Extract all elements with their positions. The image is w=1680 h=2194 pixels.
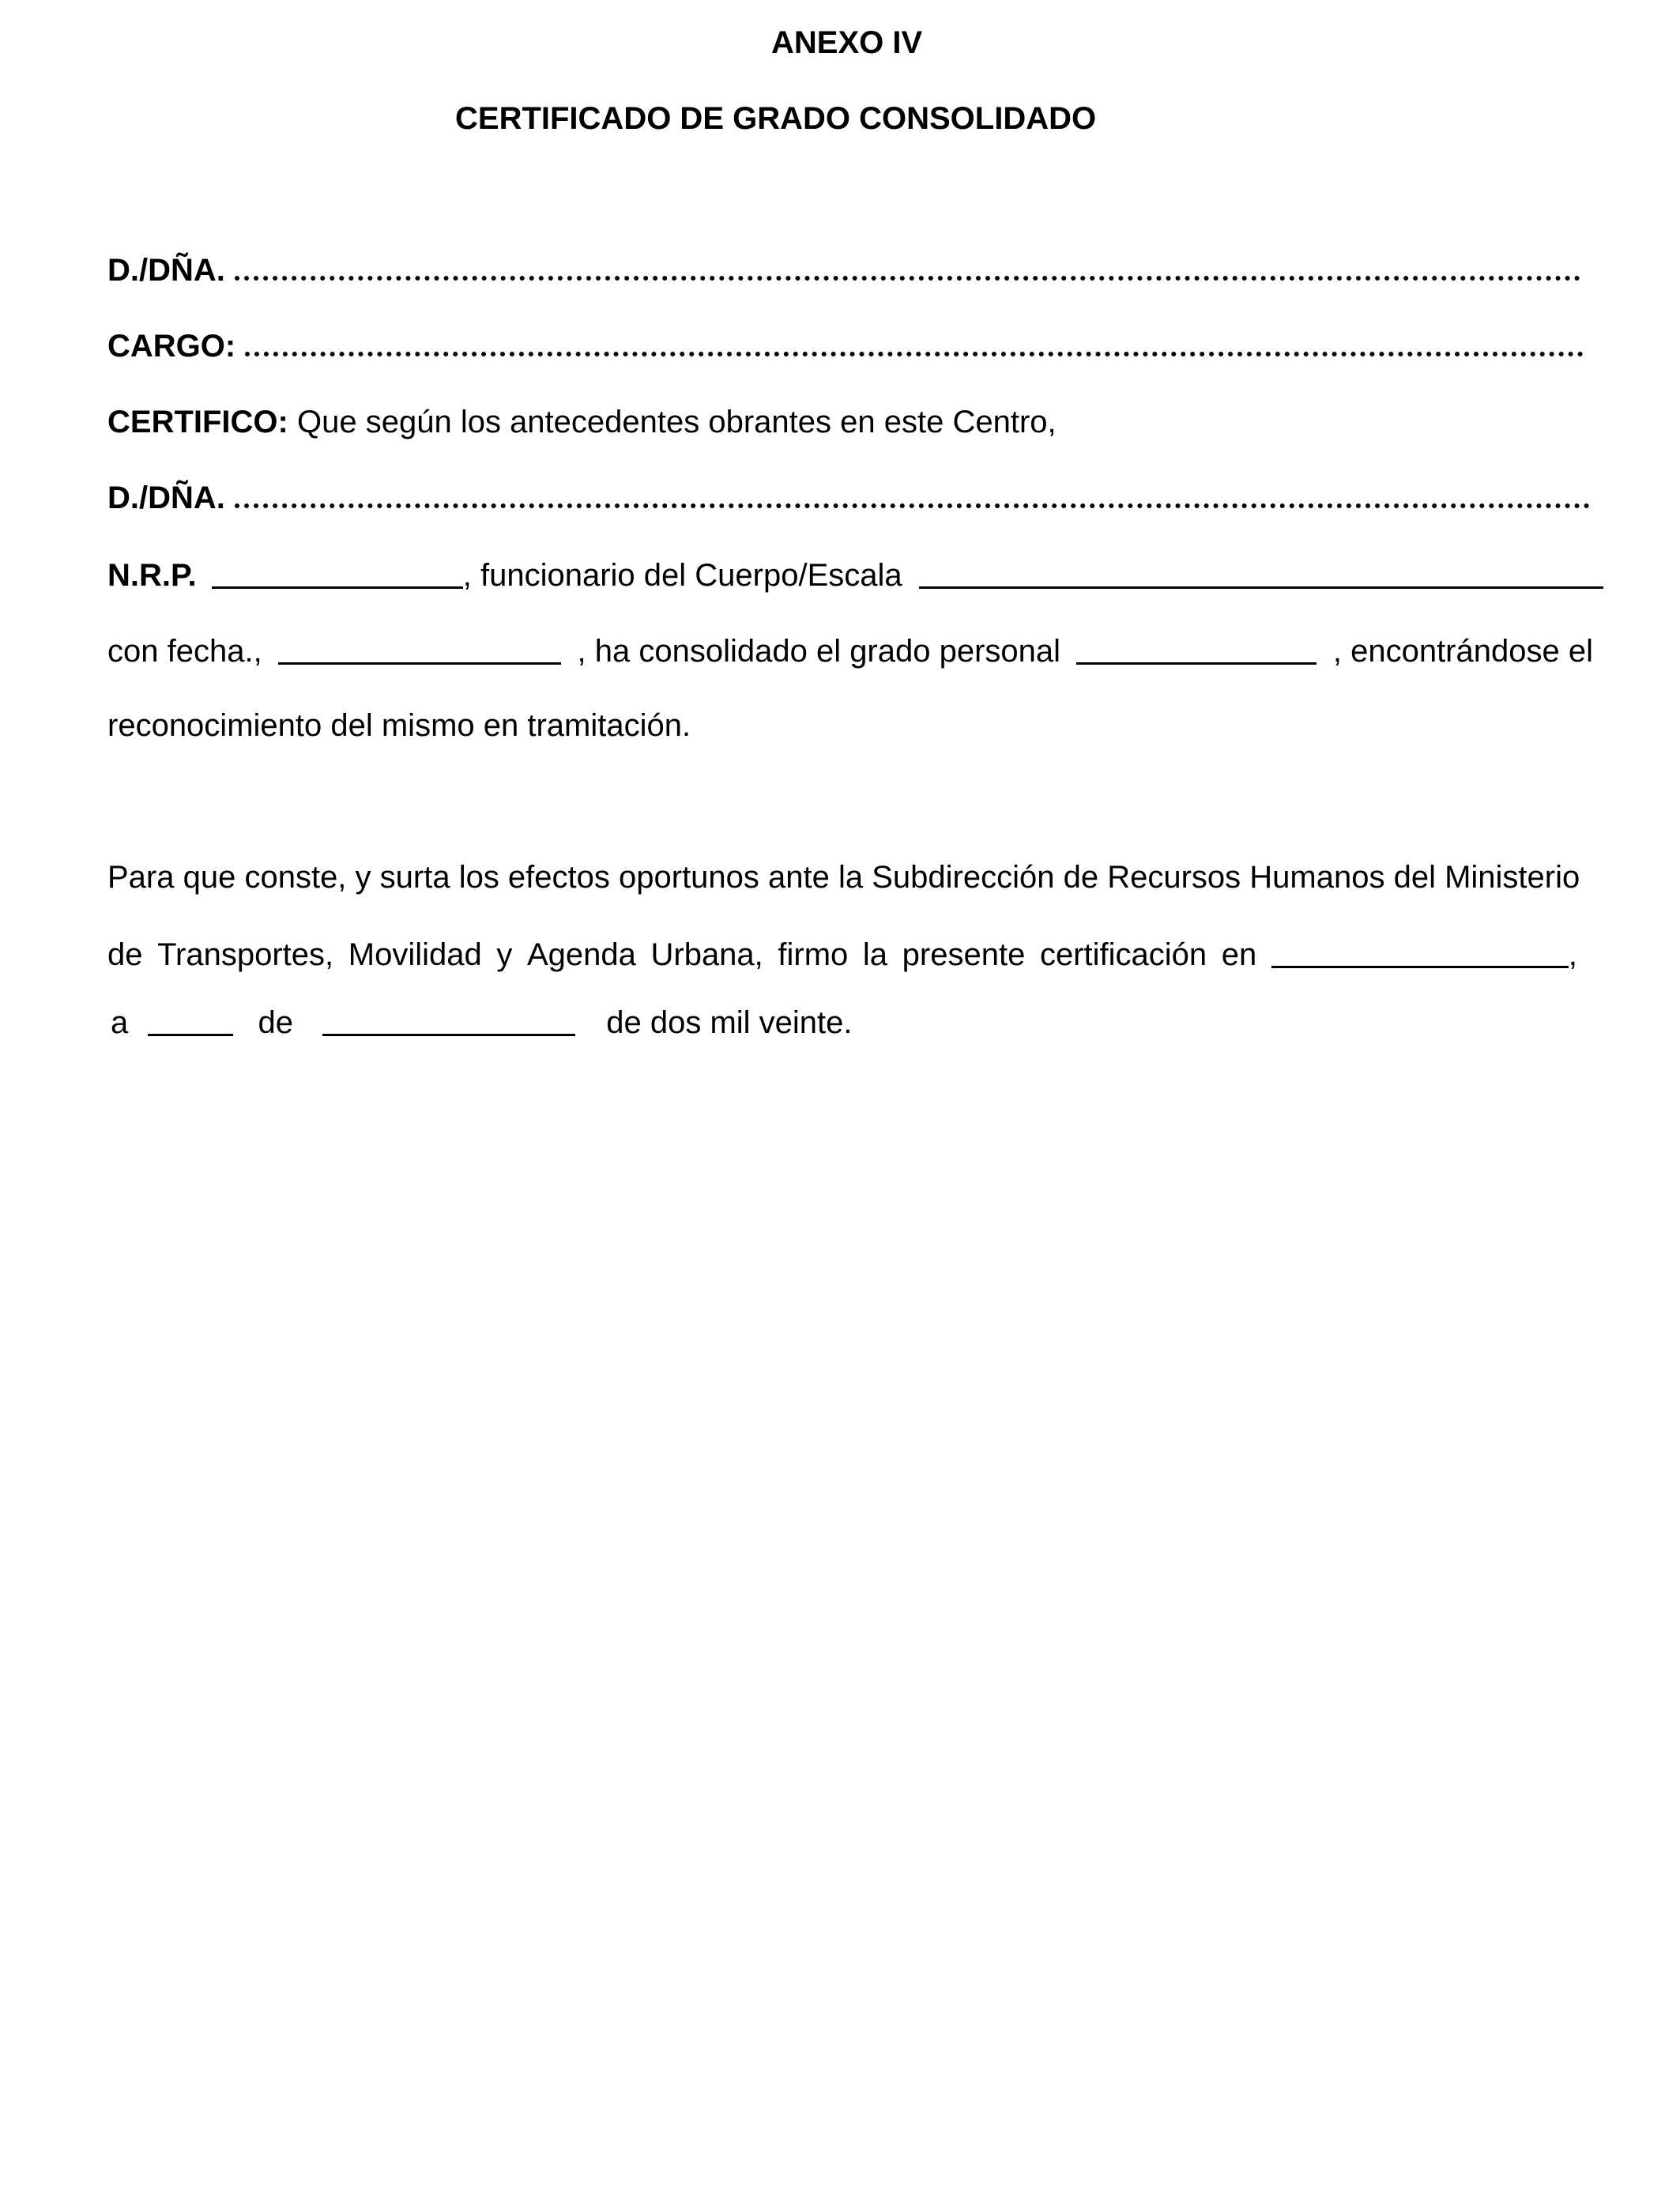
transportes-word: Transportes, bbox=[157, 937, 334, 972]
certifico-text: Que según los antecedentes obrantes en este Centro, bbox=[297, 405, 1057, 439]
name-field-row bbox=[107, 251, 1580, 289]
name2-dotted-fill[interactable] bbox=[235, 497, 1590, 508]
nrp-blank[interactable] bbox=[212, 558, 463, 589]
annex-heading: ANEXO IV bbox=[771, 25, 923, 60]
date-row bbox=[111, 1002, 1596, 1042]
cargo-field-row bbox=[107, 327, 1584, 365]
transportes-word: en bbox=[1221, 937, 1257, 972]
transportes-word: Urbana, bbox=[650, 937, 763, 972]
nrp-row bbox=[107, 555, 1593, 594]
transportes-word: Agenda bbox=[526, 937, 636, 972]
document-title: CERTIFICADO DE GRADO CONSOLIDADO bbox=[455, 101, 1097, 136]
para-que-conste-row bbox=[107, 858, 1593, 896]
certifico-row bbox=[107, 403, 1593, 441]
certifico-label: CERTIFICO: bbox=[107, 405, 288, 439]
con-fecha-row bbox=[107, 631, 1593, 670]
a-text: a bbox=[111, 1005, 129, 1040]
transportes-word: la bbox=[862, 937, 888, 972]
para-que-conste-text: Para que conste, y surta los efectos oportunos ante la Subdirección de Recursos Humanos del Ministerio bbox=[107, 860, 1580, 895]
cargo-dotted-fill[interactable] bbox=[245, 345, 1584, 356]
reconocimiento-text: reconocimiento del mismo en tramitación. bbox=[107, 708, 691, 743]
month-blank[interactable] bbox=[322, 1005, 575, 1036]
cargo-label: CARGO: bbox=[107, 329, 236, 364]
cuerpo-escala-blank[interactable] bbox=[919, 558, 1603, 589]
encontrandose-text: , encontrándose el bbox=[1332, 634, 1593, 669]
comma: , bbox=[1568, 937, 1577, 972]
year-text: de dos mil veinte. bbox=[606, 1005, 853, 1040]
fecha-blank[interactable] bbox=[278, 634, 561, 665]
transportes-word: certificación bbox=[1039, 937, 1207, 972]
transportes-word: presente bbox=[902, 937, 1026, 972]
reconocimiento-row bbox=[107, 707, 1593, 745]
name2-label: D./DÑA. bbox=[107, 481, 225, 515]
de-text: de bbox=[258, 1005, 293, 1040]
con-fecha-text: con fecha., bbox=[107, 634, 262, 669]
name-label: D./DÑA. bbox=[107, 253, 225, 288]
day-blank[interactable] bbox=[148, 1005, 233, 1036]
name-dotted-fill[interactable] bbox=[235, 270, 1580, 281]
nrp-label: N.R.P. bbox=[107, 558, 197, 593]
transportes-row bbox=[107, 934, 1577, 974]
transportes-word: firmo bbox=[778, 937, 849, 972]
transportes-word: y bbox=[496, 937, 513, 972]
transportes-word: de bbox=[107, 937, 143, 972]
grado-blank[interactable] bbox=[1076, 634, 1317, 665]
funcionario-text: , funcionario del Cuerpo/Escala bbox=[462, 558, 902, 593]
ha-consolidado-text: , ha consolidado el grado personal bbox=[577, 634, 1061, 669]
transportes-word: Movilidad bbox=[348, 937, 482, 972]
name2-field-row bbox=[107, 479, 1590, 517]
lugar-blank[interactable] bbox=[1271, 937, 1569, 968]
